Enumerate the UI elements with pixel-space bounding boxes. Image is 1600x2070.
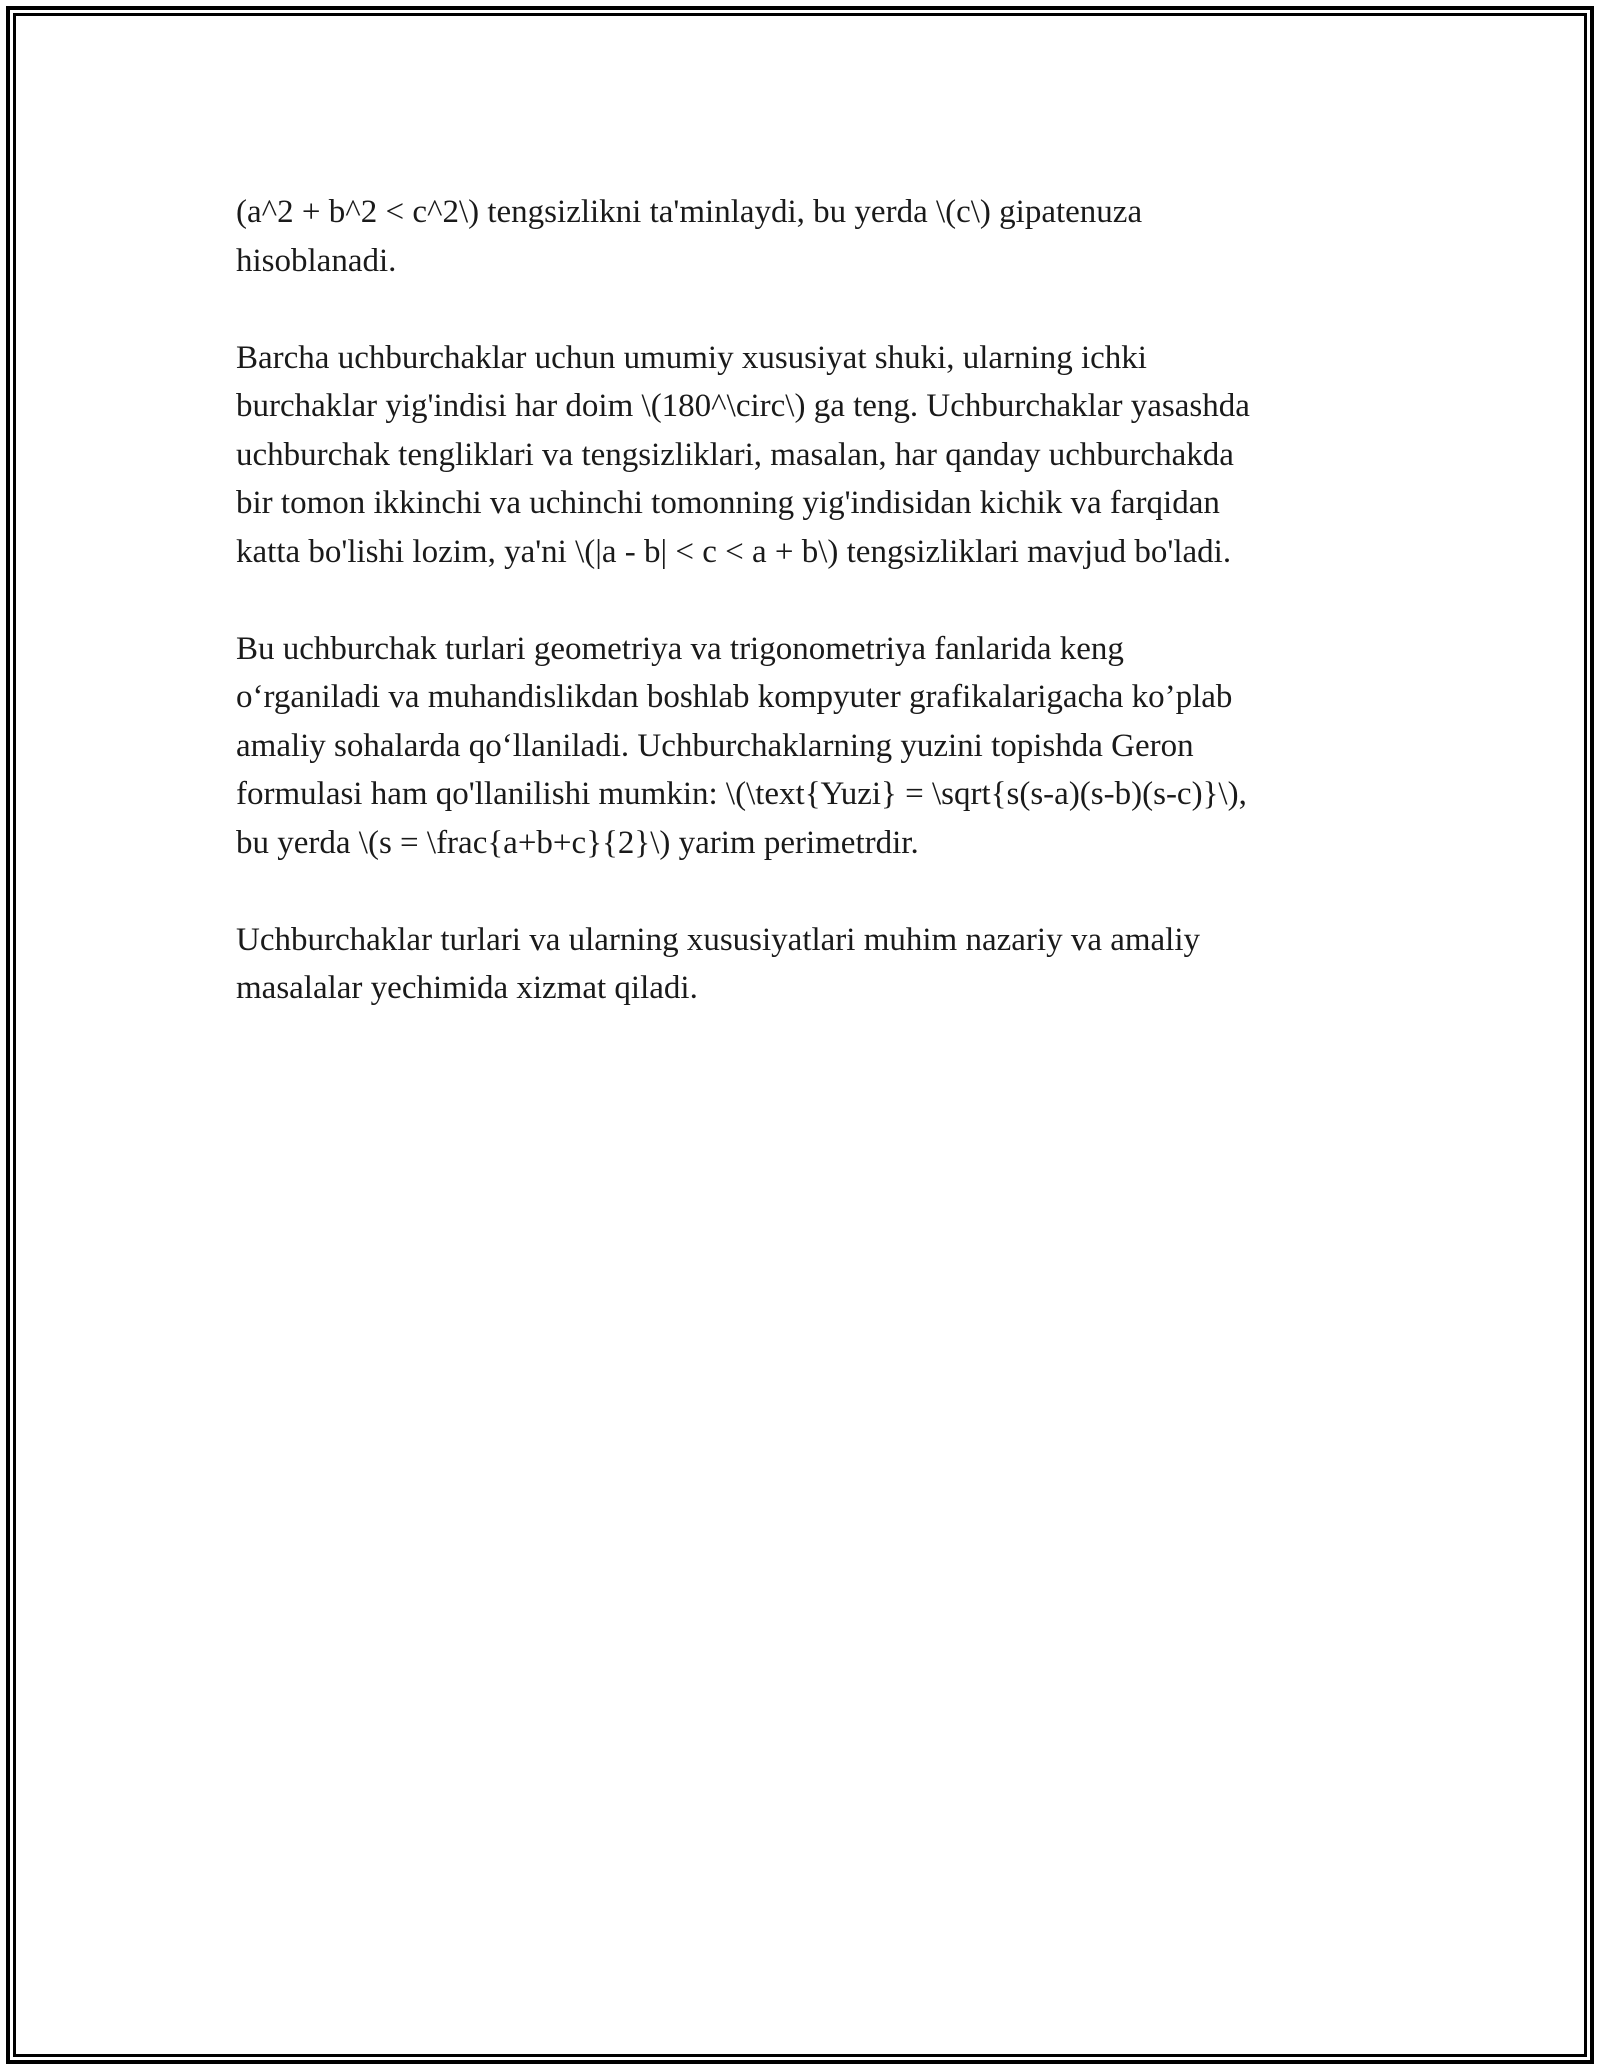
paragraph-conclusion: Uchburchaklar turlari va ularning xususiyatlari muhim nazariy va amaliy masalalar yechimida xizmat qiladi. xyxy=(236,921,1201,1006)
paragraph-pythagorean-inequality: (a^2 + b^2 < c^2\) tengsizlikni ta'minlaydi, bu yerda \(c\) gipatenuza hisoblanadi. xyxy=(236,194,1143,279)
document-body xyxy=(236,188,1376,1061)
paragraph-angle-sum: Barcha uchburchaklar uchun umumiy xususiyat shuki, ularning ichki burchaklar yig'indisi har doim \(180^\circ\) ga teng. Uchburchaklar yasashda uchburchak tengliklari va tengsizliklari, masalan, har qanday uchburchakda bir tomon ikkinchi va uchinchi tomonning yig'indisidan kichik va farqidan katta bo'lishi lozim, ya'ni \(|a - b| < c < a + b\) tengsizliklari mavjud bo'ladi. xyxy=(236,339,1250,570)
paragraph-heron-formula: Bu uchburchak turlari geometriya va trigonometriya fanlarida keng o‘rganiladi va muhandislikdan boshlab kompyuter grafikalarigacha ko’plab amaliy sohalarda qo‘llaniladi. Uchburchaklarning yuzini topishda Geron formulasi ham qo'llanilishi mumkin: \(\text{Yuzi} = \sqrt{s(s-a)(s-b)(s-c)}\), bu yerda \(s = \frac{a+b+c}{2}\) yarim perimetrdir. xyxy=(236,630,1247,861)
